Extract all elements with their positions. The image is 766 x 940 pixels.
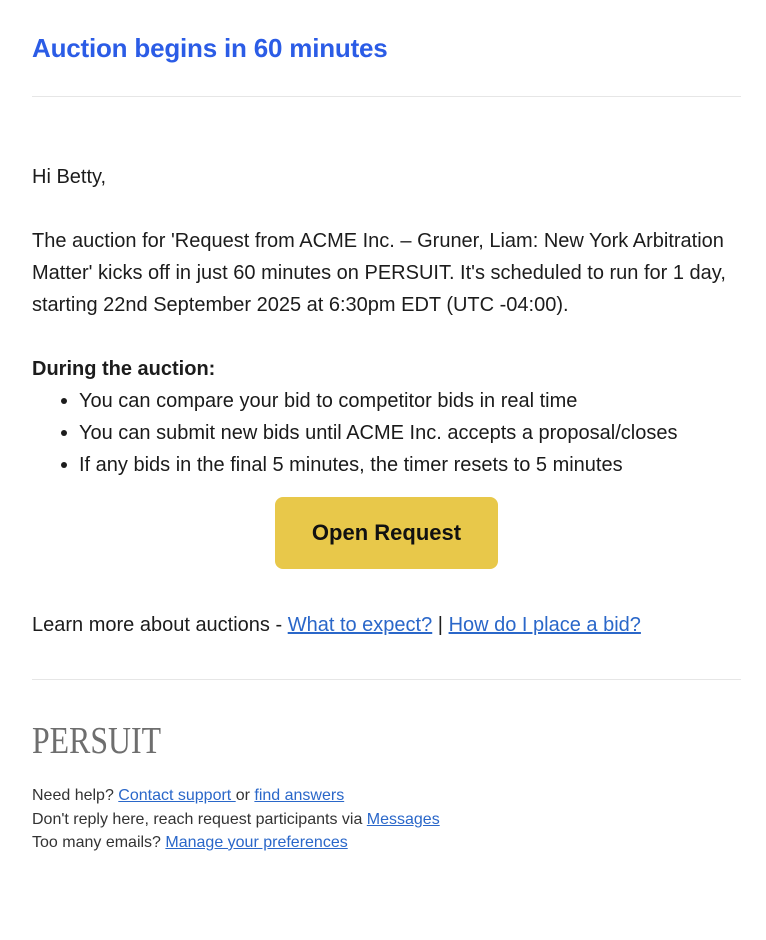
top-divider — [32, 96, 741, 97]
during-auction-heading: During the auction: — [32, 358, 216, 380]
bullet-dot-icon — [61, 462, 67, 468]
bottom-divider — [32, 679, 741, 680]
help-prefix: Need help? — [32, 787, 119, 804]
help-line — [32, 784, 741, 808]
reply-line — [32, 808, 741, 832]
list-item — [79, 449, 741, 481]
preferences-line — [32, 831, 741, 855]
place-bid-link[interactable]: How do I place a bid? — [448, 614, 641, 636]
persuit-logo — [32, 720, 172, 756]
intro-paragraph: The auction for 'Request from ACME Inc. – Gruner, Liam: New York Arbitration Matter' kicks off in just 60 minutes on PERSUIT. It's scheduled to run for 1 day, starting 22nd September 2025 at 6:30pm EDT (UTC -04:00). — [32, 230, 726, 316]
greeting: Hi Betty, — [32, 166, 107, 188]
bullet-dot-icon — [61, 430, 67, 436]
list-item — [79, 385, 741, 417]
messages-link[interactable]: Messages — [366, 810, 440, 828]
find-answers-link[interactable]: find answers — [254, 787, 345, 804]
email-footer — [32, 784, 741, 855]
or-text: or — [235, 787, 255, 804]
list-item — [79, 417, 741, 449]
auction-rules-list — [32, 385, 741, 481]
what-to-expect-link[interactable]: What to expect? — [287, 614, 433, 636]
list-item-text: You can submit new bids until ACME Inc. accepts a proposal/closes — [79, 422, 678, 444]
open-request-button[interactable]: Open Request — [275, 497, 498, 569]
persuit-logo-text: PERSUIT — [32, 720, 161, 756]
manage-preferences-link[interactable]: Manage your preferences — [165, 834, 348, 851]
contact-support-link[interactable]: Contact support — [118, 787, 236, 804]
cta-row — [32, 497, 741, 569]
emails-prefix: Too many emails? — [32, 834, 166, 851]
email-title: Auction begins in 60 minutes — [32, 33, 388, 63]
link-separator: | — [437, 614, 443, 636]
reply-prefix: Don't reply here, reach request participants via — [32, 810, 367, 828]
list-item-text: If any bids in the final 5 minutes, the timer resets to 5 minutes — [79, 454, 623, 476]
learn-more-prefix: Learn more about auctions - — [32, 614, 288, 636]
learn-more-line — [32, 609, 741, 641]
bullet-dot-icon — [61, 398, 67, 404]
list-item-text: You can compare your bid to competitor bids in real time — [79, 390, 578, 412]
